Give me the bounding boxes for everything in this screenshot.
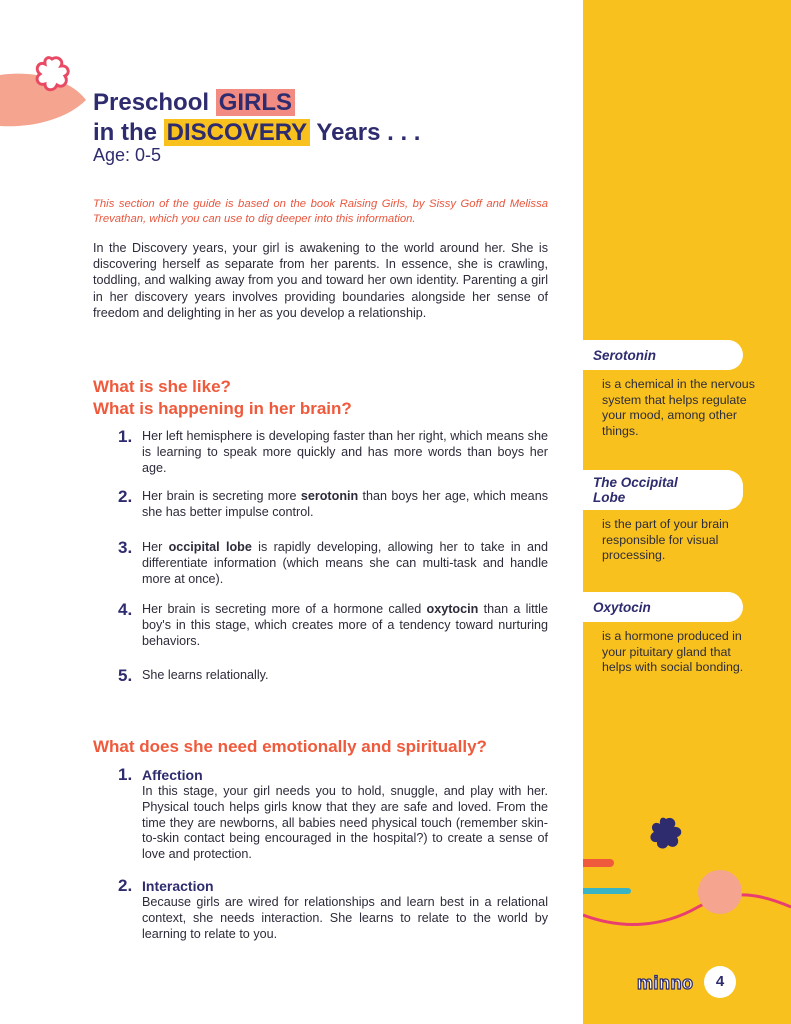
definition-term: The Occipital Lobe [593,475,678,505]
text-segment: is rapidly developing, allowing her to take in and differentiate information (which means she can multi-task and handle more at once). [142,540,548,586]
page-title [93,88,420,148]
list-number: 5. [118,666,133,685]
bold-term: oxytocin [426,602,479,616]
list-item-title: Affection [142,767,203,783]
list-item [118,602,548,668]
section-heading-brain: What is happening in her brain? [93,399,352,418]
title-highlight-discovery: DISCOVERY [164,119,310,146]
bold-term: serotonin [300,489,359,503]
title-highlight-girls: GIRLS [216,89,295,116]
age-subtitle: Age: 0-5 [93,145,162,165]
text-segment: than a little boy's in this stage, which creates more of a tendency toward nurturing behaviors. [142,602,548,648]
brain-facts-list [118,429,548,684]
text-segment: Her brain is secreting more of a hormone called [142,602,427,616]
list-item-text: In this stage, your girl needs you to hold, snuggle, and play with her. Physical touch helps girls know that they are safe and loved. From the time they are newborns, all babies need physical touch (remember skin-to-skin contact being encouraged in the hospital?) to create a sense of love and protection. [142,784,548,862]
list-item-text [142,602,548,649]
title-text: Years . . . [316,119,421,146]
minno-logo: minno [637,973,694,993]
title-text: Preschool [93,89,210,116]
definition-text: is a hormone produced in your pituitary gland that helps with social bonding. [602,629,744,675]
bold-term: occipital lobe [168,540,252,554]
definition-term: Serotonin [593,348,656,363]
definition-text: is the part of your brain responsible for visual processing. [602,517,729,563]
source-note: This section of the guide is based on the book Raising Girls, by Sissy Goff and Melissa Trevathan, which you can use to dig deeper into this information. [93,198,548,225]
list-item [118,878,548,942]
list-number: 1. [118,765,133,784]
list-item-text [142,489,548,521]
list-item [118,767,548,878]
list-number: 3. [118,538,133,557]
list-item-text: Her left hemisphere is developing faster than her right, which means she is learning to speak more quickly and has more words than boys her age. [142,429,548,475]
text-segment: Her [142,540,169,554]
list-item-title: Interaction [142,878,214,894]
list-item [118,668,548,684]
intro-paragraph: In the Discovery years, your girl is awakening to the world around her. She is discovering herself as separate from her parents. In essence, she is crawling, toddling, and walking away from you and toward her own identity. Parenting a girl in her discovery years involves providing boundaries alongside her sense of freedom and delighting in her as you develop a relationship. [93,241,548,320]
list-item [118,540,548,602]
list-item-text [142,540,548,587]
text-segment: Her brain is secreting more [142,489,301,503]
section-heading-what-is-she-like: What is she like? [93,377,231,396]
list-item [118,429,548,489]
list-number: 2. [118,876,133,895]
section-heading-needs: What does she need emotionally and spiritually? [93,737,487,756]
list-number: 4. [118,600,133,619]
flower-outline-icon [32,55,72,93]
definition-text: is a chemical in the nervous system that helps regulate your mood, among other things. [602,377,755,438]
list-item-text: She learns relationally. [142,668,269,682]
flower-decoration-icon [648,816,684,850]
text-segment: than boys her age, which means she has better impulse control. [142,489,548,519]
definition-term: Oxytocin [593,600,651,615]
list-item [118,489,548,540]
list-item-text: Because girls are wired for relationships and learn best in a relational context, she needs interaction. She learns to relate to the world by learning to relate to you. [142,895,548,941]
page-number: 4 [704,966,736,998]
wave-lines-decoration-icon [583,855,791,935]
list-number: 1. [118,427,133,446]
title-text: in the [93,119,157,146]
list-number: 2. [118,487,133,506]
needs-list [118,767,548,942]
